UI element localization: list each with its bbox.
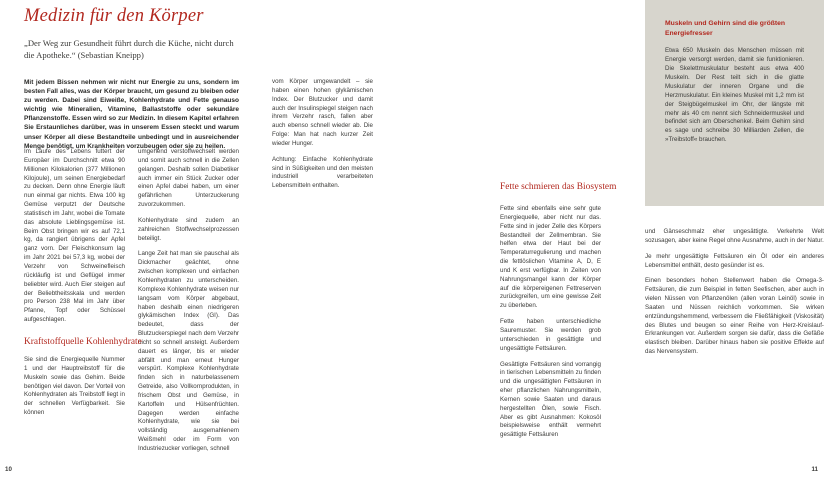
sidebar-infobox-title: Muskeln und Gehirn sind die größten Energiefresser: [665, 20, 786, 37]
sidebar-infobox: [645, 0, 824, 206]
paragraph: Je mehr ungesättigte Fettsäuren ein Öl oder ein anderes Lebensmittel enthält, desto gesünder ist es.: [645, 252, 824, 269]
paragraph: Kohlenhydrate sind zudem an zahlreichen Stoffwechselprozessen beteiligt.: [138, 216, 239, 242]
paragraph: Fette sind ebenfalls eine sehr gute Energiequelle, aber nicht nur das. Fette sind in jeder Zelle des Körpers Bestandteil der Zellmembran. Sie helfen etwa der Haut bei der Temperaturregulierung und machen die fettlöslichen Vitamine A, D, E und K erst verfügbar. In Zeiten von Nahrungsmangel kann der Körper auf die körpereigenen Fettreserven zurückgreifen, um eine gewisse Zeit zu überleben.: [500, 205, 601, 310]
body-column-6: [645, 228, 824, 357]
folio-left: 10: [5, 466, 12, 473]
paragraph: Im Laufe des Lebens futtert der Europäer im Durchschnitt etwa 90 Millionen Kilokalorien (377 Millionen Kilojoule), um seinen Energiebedarf zu decken. Denn ohne Energie läuft nun einmal gar nichts. Etwa 100 kg Gemüse verputzt der Deutsche statistisch im Jahr, wobei die Tomate das absolute Lieblingsgemüse ist. Beim Obst bringen wir es auf 72,1 kg, da rangiert übrigens der Apfel ganz vorn. Der Fleischkonsum lag im Jahr 2021 bei 57,3 kg, wobei der Verzehr von Schweinefleisch rückläufig ist und Geflügel immer beliebter wird. Auch Eier steigen auf der Beliebtheitsskala und werden pro Person 238 Mal im Jahr über Pfanne, Topf oder Schüssel aufgeschlagen.: [24, 148, 125, 324]
section-heading-fette: Fette schmieren das Biosystem: [500, 182, 617, 192]
body-column-4: [24, 356, 125, 418]
section-heading-kraftstoffquelle: Kraftstoffquelle Kohlenhydrate: [24, 337, 142, 347]
body-column-3: [272, 78, 373, 191]
paragraph: vom Körper umgewandelt – sie haben einen hohen glykämischen Index. Der Blutzucker und damit auch der Insulinspiegel steigen nach ihrem Verzehr rasch, fallen aber auch ebenso schnell wieder ab. Die Folge: Man hat nach kurzer Zeit wieder Hunger.: [272, 78, 373, 147]
page-title: Medizin für den Körper: [24, 6, 204, 26]
paragraph: Achtung: Einfache Kohlenhydrate sind in Süßigkeiten und den meisten industriell verarbeiteten Lebensmitteln enthalten.: [272, 155, 373, 190]
paragraph: Fette haben unterschiedliche Sauremuster. Sie werden grob unterschieden in gesättigte und ungesättigte Fettsäuren.: [500, 318, 601, 352]
body-column-1: [24, 148, 125, 325]
paragraph: Gesättigte Fettsäuren sind vorrangig in tierischen Lebensmitteln zu finden und die ungesättigten Fettsäuren in eher pflanzlichen Nahrungsmitteln, Kernen sowie Saaten und daraus hergestellten Ölen, sowie Fisch. Aber es gibt Ausnahmen: Kokosöl beispielsweise enthält vermehrt gesättigte Fettsäuren: [500, 360, 601, 439]
paragraph: Lange Zeit hat man sie pauschal als Dickmacher geächtet, ohne zwischen komplexen und einfachen Kohlenhydraten zu unterscheiden. Komplexe Kohlenhydrate weisen nur langsam vom Körper abgebaut, haben deshalb einen niedrigeren glykämischen Index (GI). Das bedeutet, dass der Blutzuckerspiegel nach dem Verzehr nicht so schnell ansteigt. Außerdem dauert es länger, bis er wieder abfällt und man erneut Hunger verspürt. Komplexe Kohlenhydrate finden sich in naturbelassenem Getreide, also Vollkornprodukten, in frischem Obst und Gemüse, in Kartoffeln und Hülsenfrüchten. Dagegen werden einfache Kohlenhydrate, wie sie bei vollständig ausgemahlenem Weißmehl oder im Form von Industriezucker vorliegen, schnell: [138, 250, 239, 452]
epigraph-quote: „Der Weg zur Gesundheit führt durch die Küche, nicht durch die Apotheke.“ (Sebastian Kneipp): [24, 38, 234, 60]
lead-paragraph: Mit jedem Bissen nehmen wir nicht nur Energie zu uns, sondern im besten Fall alles, was der Körper braucht, um gesund zu bleiben oder zu werden. Dabei sind Eiweiße, Kohlenhydrate und Fette genauso wichtig wie Mineralien, Vitamine, Ballaststoffe oder sekundäre Pflanzenstoffe. Essen wird so zur Medizin. In diesem Kapitel erfahren Sie Erstaunliches darüber, was in unserem Essen steckt und warum unser Körper all diese Bestandteile unbedingt und in ausreichender Menge benötigt, um Krankheiten vorzubeugen oder sie zu heilen.: [24, 79, 239, 150]
paragraph: Sie sind die Energiequelle Nummer 1 und der Hauptreibstoff für die Muskeln sowie das Gehirn. Beide benötigen viel davon. Der Vorteil von Kohlenhydraten als Treibstoff liegt in der schnellen Verfügbarkeit. Sie können: [24, 356, 125, 417]
folio-right: 11: [811, 466, 818, 473]
body-column-5: [500, 205, 601, 440]
body-column-2: [138, 148, 239, 454]
paragraph: umgehend verstoffwechselt werden und somit auch schnell in die Zellen gelangen. Deshalb sollen Diabetiker auch immer ein Stück Zucker oder einen Apfel dabei haben, um einer gefährlichen Unterzuckerung zuvorzukommen.: [138, 148, 239, 209]
paragraph: und Gänseschmalz eher ungesättigte. Verkehrte Welt sozusagen, aber keine Regel ohne Ausnahme, auch in der Natur.: [645, 228, 824, 244]
paragraph: Einen besonders hohen Stellenwert haben die Omega-3-Fettsäuren, die zum Beispiel in fetten Seefischen, aber auch in vielen Nüssen von Pflanzenölen (allen voran Leinöl) sowie in Saaten und Nüssen reichlich vorkommen. Sie wirken entzündungshemmend, verbessern die Fließfähigkeit (Viskosität) des Blutes und beugen so einer Reihe von Herz-Kreislauf-Erkrankungen vor. Außerdem sorgen sie dafür, dass die Gefäße elastisch bleiben. Darüber hinaus haben sie positive Effekte auf das Nervensystem.: [645, 277, 824, 356]
sidebar-infobox-text: Etwa 650 Muskeln des Menschen müssen mit Energie versorgt werden, damit sie funktionieren. Die Skelettmuskulatur besteht aus etwa 400 Muskeln. Der Rest teilt sich in die glatte Muskulatur der inneren Organe und die Herzmuskulatur. Ein kleines Muskel mit 1,2 mm ist der Steigbügelmuskel im Ohr, der längste mit mehr als 40 cm nennt sich Schneidermuskel und befindet sich am Oberschenkel. Beim Gehirn sind es sage und schreibe 30 Milliarden Zellen, die »Treibstoff« brauchen.: [665, 47, 804, 144]
